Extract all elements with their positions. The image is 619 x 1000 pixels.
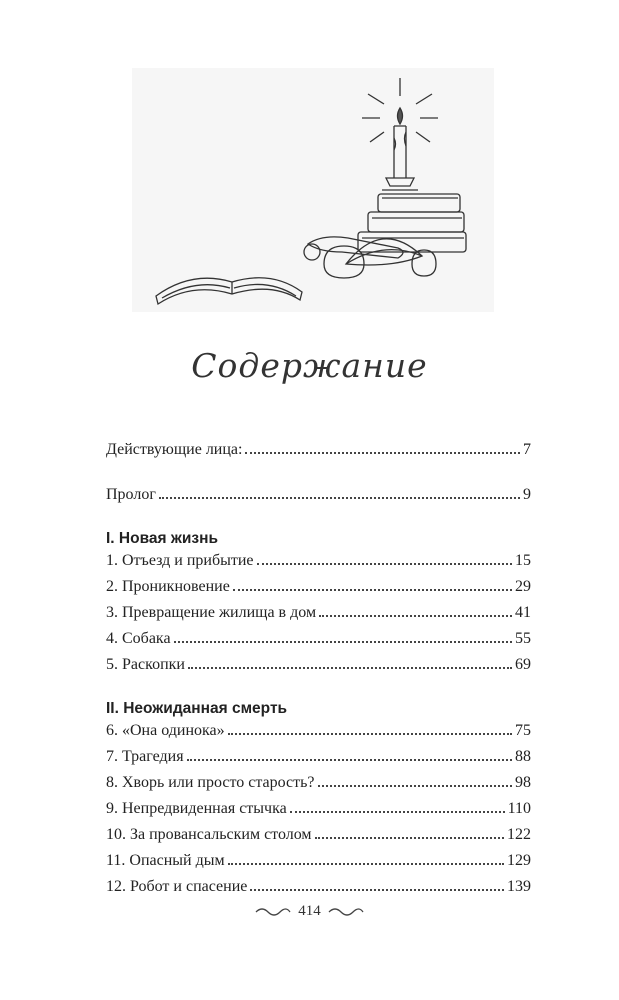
header-illustration (132, 68, 494, 312)
toc-entry (106, 878, 531, 904)
toc-entry-label: Пролог (106, 486, 156, 503)
toc-entry-page: 29 (515, 578, 531, 595)
toc-entry (106, 826, 531, 852)
toc-entry-label: 5. Раскопки (106, 656, 185, 673)
toc-entry-label: 12. Робот и спасение (106, 878, 248, 895)
right-swirl-ornament (327, 905, 365, 919)
toc-entry (106, 722, 531, 748)
toc-entry-label: 10. За провансальским столом (106, 826, 312, 843)
toc-entry-label: 6. «Она одинока» (106, 722, 225, 739)
toc-entry-label: 3. Превращение жилища в дом (106, 604, 317, 621)
toc-entry-page: 15 (515, 552, 531, 569)
toc-entry-page: 69 (515, 656, 531, 673)
toc-entry-page: 75 (515, 722, 531, 739)
candle-books-illustration (132, 68, 494, 312)
toc-entry (106, 604, 531, 630)
toc-leader-dots (318, 785, 512, 787)
toc-entry (106, 774, 531, 800)
toc-entry-page: 55 (515, 630, 531, 647)
toc-entry-label: 11. Опасный дым (106, 852, 225, 869)
toc-leader-dots (174, 641, 512, 643)
toc-entry-page: 139 (507, 878, 531, 895)
toc-leader-dots (159, 497, 520, 499)
toc-entry-page: 88 (515, 748, 531, 765)
toc-entry-page: 98 (515, 774, 531, 791)
toc-entry (106, 552, 531, 578)
toc-entry (106, 748, 531, 774)
section-heading: II. Неожиданная смерть (106, 700, 288, 717)
toc-entry (106, 852, 531, 878)
toc-leader-dots (257, 563, 512, 565)
page-number: 414 (298, 903, 321, 919)
left-swirl-ornament (254, 905, 292, 919)
toc-entry (106, 578, 531, 604)
toc-leader-dots (315, 837, 504, 839)
page-footer (0, 903, 619, 920)
toc-entry-label: Действующие лица: (106, 441, 243, 458)
toc-entry-page: 122 (507, 826, 531, 843)
toc-leader-dots (228, 863, 504, 865)
toc-entry-label: 9. Непредвиденная стычка (106, 800, 287, 817)
toc-leader-dots (245, 452, 520, 454)
toc-entry-page: 7 (523, 441, 531, 458)
toc-entry-label: 1. Отъезд и прибытие (106, 552, 254, 569)
toc-entry-page: 41 (515, 604, 531, 621)
toc-leader-dots (228, 733, 512, 735)
toc-leader-dots (319, 615, 512, 617)
toc-leader-dots (250, 889, 504, 891)
toc-entry-page: 9 (523, 486, 531, 503)
toc-leader-dots (233, 589, 512, 591)
toc-entry-label: 2. Проникновение (106, 578, 230, 595)
toc-leader-dots (187, 759, 512, 761)
toc-entry (106, 630, 531, 656)
toc-entry-page: 129 (507, 852, 531, 869)
toc-leader-dots (188, 667, 512, 669)
toc-entry-label: 8. Хворь или просто старость? (106, 774, 315, 791)
section-heading: I. Новая жизнь (106, 530, 218, 547)
toc-entry-label: 4. Собака (106, 630, 171, 647)
page-title: Содержание (191, 346, 428, 385)
toc-entry (106, 656, 531, 682)
toc-entry (106, 486, 531, 512)
toc-leader-dots (290, 811, 505, 813)
toc-entry (106, 441, 531, 467)
toc-entry-page: 110 (507, 800, 531, 817)
table-of-contents (106, 441, 531, 904)
toc-entry-label: 7. Трагедия (106, 748, 184, 765)
toc-entry (106, 800, 531, 826)
